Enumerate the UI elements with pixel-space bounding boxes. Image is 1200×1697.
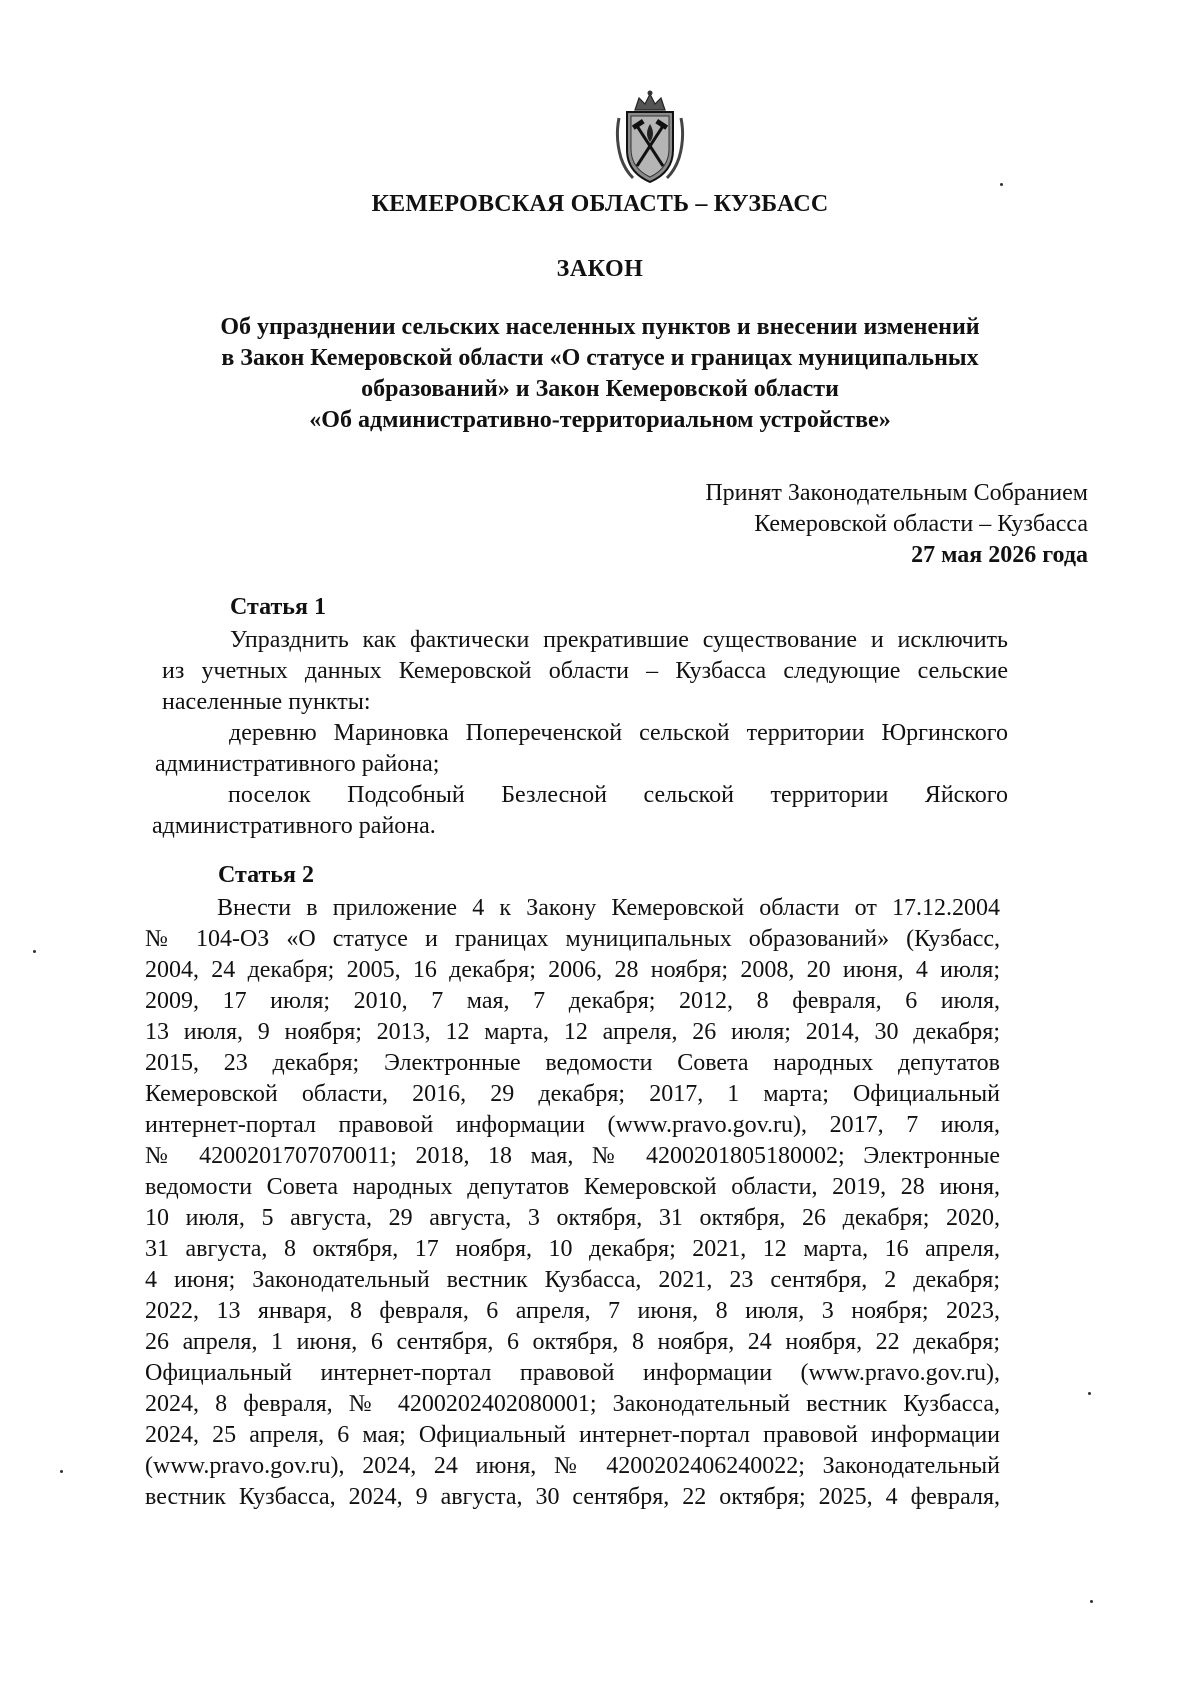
- text-line: Упразднить как фактически прекратившие существование и исключить: [230, 627, 1008, 653]
- text-line: 4 июня; Законодательный вестник Кузбасса, 2021, 23 сентября, 2 декабря;: [145, 1267, 1000, 1293]
- text-line: из учетных данных Кемеровской области – Кузбасса следующие сельские: [162, 658, 1008, 684]
- article-2-paragraph: [145, 893, 1000, 1513]
- scan-speck: [1088, 1392, 1091, 1395]
- scan-speck: [33, 950, 36, 953]
- article-1-paragraph-3: [152, 780, 1008, 842]
- law-title-line: в Закон Кемеровской области «О статусе и границах муниципальных: [221, 345, 979, 371]
- text-line: вестник Кузбасса, 2024, 9 августа, 30 сентября, 22 октября; 2025, 4 февраля,: [145, 1484, 1000, 1510]
- text-line: населенные пункты:: [162, 689, 371, 715]
- region-title: КЕМЕРОВСКАЯ ОБЛАСТЬ – КУЗБАСС: [371, 191, 829, 217]
- article-2-heading: Статья 2: [218, 862, 314, 888]
- text-line: 31 августа, 8 октября, 17 ноября, 10 декабря; 2021, 12 марта, 16 апреля,: [145, 1236, 1000, 1262]
- text-line: поселок Подсобный Безлесной сельской территории Яйского: [228, 782, 1008, 808]
- text-line: Внести в приложение 4 к Закону Кемеровской области от 17.12.2004: [217, 895, 1000, 921]
- document-type: ЗАКОН: [556, 256, 644, 282]
- text-line: 2022, 13 января, 8 февраля, 6 апреля, 7 июня, 8 июля, 3 ноября; 2023,: [145, 1298, 1000, 1324]
- scan-speck: [1000, 183, 1003, 186]
- law-title-line: Об упразднении сельских населенных пунктов и внесении изменений: [220, 314, 980, 340]
- law-title: [150, 312, 1050, 436]
- adoption-line: Кемеровской области – Кузбасса: [754, 511, 1088, 537]
- text-line: Официальный интернет-портал правовой информации (www.pravo.gov.ru),: [145, 1360, 1000, 1386]
- coat-of-arms-icon: [613, 88, 687, 188]
- text-line: интернет-портал правовой информации (www.pravo.gov.ru), 2017, 7 июля,: [145, 1112, 1000, 1138]
- text-line: административного района;: [155, 751, 440, 777]
- article-1-heading: Статья 1: [230, 594, 326, 620]
- text-line: 2024, 8 февраля, № 4200202402080001; Законодательный вестник Кузбасса,: [145, 1391, 1000, 1417]
- text-line: № 104-ОЗ «О статусе и границах муниципальных образований» (Кузбасс,: [145, 926, 1000, 952]
- law-title-line: «Об административно-территориальном устройстве»: [309, 407, 891, 433]
- text-line: 13 июля, 9 ноября; 2013, 12 марта, 12 апреля, 26 июля; 2014, 30 декабря;: [145, 1019, 1000, 1045]
- article-1-paragraph-2: [155, 718, 1008, 780]
- text-line: 26 апреля, 1 июня, 6 сентября, 6 октября, 8 ноября, 24 ноября, 22 декабря;: [145, 1329, 1000, 1355]
- scan-speck: [1090, 1600, 1093, 1603]
- text-line: Кемеровской области, 2016, 29 декабря; 2017, 1 марта; Официальный: [145, 1081, 1000, 1107]
- text-line: 2009, 17 июля; 2010, 7 мая, 7 декабря; 2012, 8 февраля, 6 июля,: [145, 988, 1000, 1014]
- adoption-block: [705, 478, 1088, 571]
- law-title-line: образований» и Закон Кемеровской области: [361, 376, 839, 402]
- text-line: (www.pravo.gov.ru), 2024, 24 июня, № 4200202406240022; Законодательный: [145, 1453, 1000, 1479]
- text-line: 10 июля, 5 августа, 29 августа, 3 октября, 31 октября, 26 декабря; 2020,: [145, 1205, 1000, 1231]
- article-1-paragraph-1: [162, 625, 1008, 718]
- adoption-line: Принят Законодательным Собранием: [705, 480, 1088, 506]
- adoption-date: 27 мая 2026 года: [911, 542, 1088, 568]
- text-line: административного района.: [152, 813, 436, 839]
- text-line: 2004, 24 декабря; 2005, 16 декабря; 2006, 28 ноября; 2008, 20 июня, 4 июля;: [145, 957, 1000, 983]
- text-line: деревню Мариновка Попереченской сельской территории Юргинского: [229, 720, 1008, 746]
- text-line: № 4200201707070011; 2018, 18 мая, № 4200201805180002; Электронные: [145, 1143, 1000, 1169]
- text-line: 2024, 25 апреля, 6 мая; Официальный интернет-портал правовой информации: [145, 1422, 1000, 1448]
- text-line: ведомости Совета народных депутатов Кемеровской области, 2019, 28 июня,: [145, 1174, 1000, 1200]
- text-line: 2015, 23 декабря; Электронные ведомости Совета народных депутатов: [145, 1050, 1000, 1076]
- scan-speck: [60, 1470, 63, 1473]
